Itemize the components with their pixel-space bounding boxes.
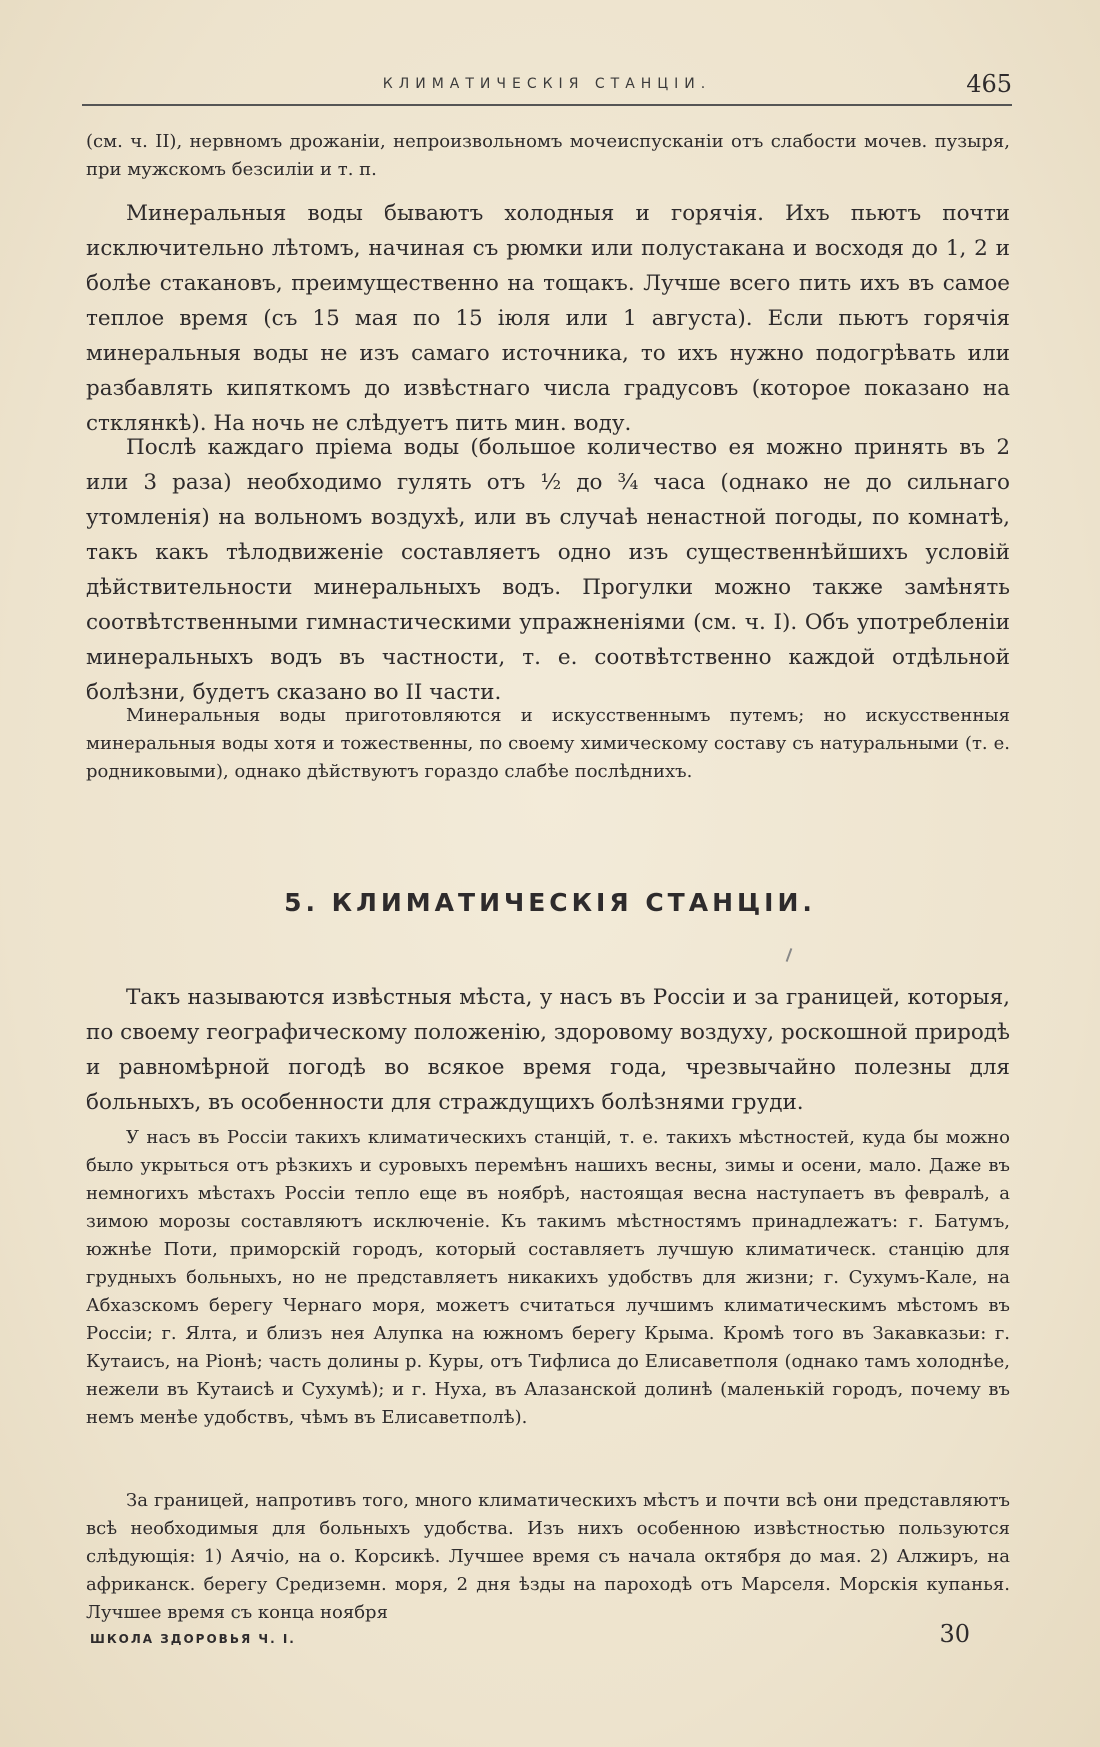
section-heading: 5. КЛИМАТИЧЕСКІЯ СТАНЦІИ. (284, 888, 816, 917)
paragraph: Минеральныя воды бываютъ холодныя и горячія. Ихъ пьютъ почти исключительно лѣтомъ, начиная съ рюмки или полустакана и восходя до 1, 2 и болѣе стакановъ, преимущественно на тощакъ. Лучше всего пить ихъ въ самое теплое время (съ 15 мая по 15 іюля или 1 августа). Если пьютъ горячія минеральныя воды не изъ самаго источника, то ихъ нужно подогрѣвать или разбавлять кипяткомъ до извѣстнаго числа градусовъ (которое показано на стклянкѣ). На ночь не слѣдуетъ пить мин. воду. (86, 201, 1010, 436)
paragraph: За границей, напротивъ того, много климатическихъ мѣстъ и почти всѣ они представляютъ всѣ необходимыя для больныхъ удобства. Изъ нихъ особенною извѣстностью пользуются слѣдующія: 1) Аячіо, на о. Корсикѣ. Лучшее время съ начала октября до мая. 2) Алжиръ, на африканск. берегу Средиземн. моря, 2 дня ѣзды на пароходѣ отъ Марселя. Морскія купанья. Лучшее время съ конца ноября (86, 1490, 1010, 1623)
running-head-title: КЛИМАТИЧЕСКІЯ СТАНЦІИ. (382, 76, 712, 92)
running-head (82, 70, 1012, 106)
paragraph: Минеральныя воды приготовляются и искусственнымъ путемъ; но искусственныя минеральныя воды хотя и тожественны, по своему химическому составу съ натуральными (т. е. родниковыми), однако дѣйствуютъ гораздо слабѣе послѣднихъ. (86, 705, 1010, 782)
section-paragraph-2 (86, 1124, 1010, 1432)
continuation-text: (см. ч. II), нервномъ дрожаніи, непроизвольномъ мочеиспусканіи отъ слабости мочев. пузыря, при мужскомъ безсиліи и т. п. (86, 131, 1010, 180)
page-number: 465 (966, 70, 1012, 98)
paragraph: Такъ называются извѣстныя мѣста, у насъ въ Россіи и за границей, которыя, по своему географическому положенію, здоровому воздуху, роскошной природѣ и равномѣрной погодѣ во всякое время года, чрезвычайно полезны для больныхъ, въ особенности для страждущихъ болѣзнями груди. (86, 985, 1010, 1115)
sheet-number: 30 (939, 1620, 970, 1648)
body-paragraph-3 (86, 702, 1010, 786)
section-paragraph-1 (86, 980, 1010, 1120)
body-paragraph-2 (86, 430, 1010, 710)
paragraph: У насъ въ Россіи такихъ климатическихъ станцій, т. е. такихъ мѣстностей, куда бы можно было укрыться отъ рѣзкихъ и суровыхъ перемѣнъ нашихъ весны, зимы и осени, мало. Даже въ немногихъ мѣстахъ Россіи тепло еще въ ноябрѣ, настоящая весна наступаетъ въ февралѣ, а зимою морозы составляютъ исключеніе. Къ такимъ мѣстностямъ принадлежатъ: г. Батумъ, южнѣе Поти, приморскій городъ, который составляетъ лучшую климатическ. станцію для грудныхъ больныхъ, но не представляетъ никакихъ удобствъ для жизни; г. Сухумъ-Кале, на Абхазскомъ берегу Чернаго моря, можетъ считаться лучшимъ климатическимъ мѣстомъ въ Россіи; г. Ялта, и близъ нея Алупка на южномъ берегу Крыма. Кромѣ того въ Закавказьи: г. Кутаисъ, на Ріонѣ; часть долины р. Куры, отъ Тифлиса до Елисаветполя (однако тамъ холоднѣе, нежели въ Кутаисѣ и Сухумѣ); и г. Нуха, въ Алазанской долинѣ (маленькій городъ, почему въ немъ менѣе удобствъ, чѣмъ въ Елисаветполѣ). (86, 1127, 1010, 1428)
paragraph: Послѣ каждаго пріема воды (большое количество ея можно принять въ 2 или 3 раза) необходимо гулять отъ ½ до ¾ часа (однако не до сильнаго утомленія) на вольномъ воздухѣ, или въ случаѣ ненастной погоды, по комнатѣ, такъ какъ тѣлодвиженіе составляетъ одно изъ существеннѣйшихъ условій дѣйствительности минеральныхъ водъ. Прогулки можно также замѣнять соотвѣтственными гимнастическими упражненіями (см. ч. I). Объ употребленіи минеральныхъ водъ въ частности, т. е. соотвѣтственно каждой отдѣльной болѣзни, будетъ сказано во II части. (86, 435, 1010, 705)
section-paragraph-3 (86, 1487, 1010, 1627)
signature-mark: ШКОЛА ЗДОРОВЬЯ Ч. I. (90, 1632, 296, 1646)
stray-mark (786, 948, 793, 962)
body-paragraph-1 (86, 196, 1010, 441)
top-continuation (86, 128, 1010, 184)
